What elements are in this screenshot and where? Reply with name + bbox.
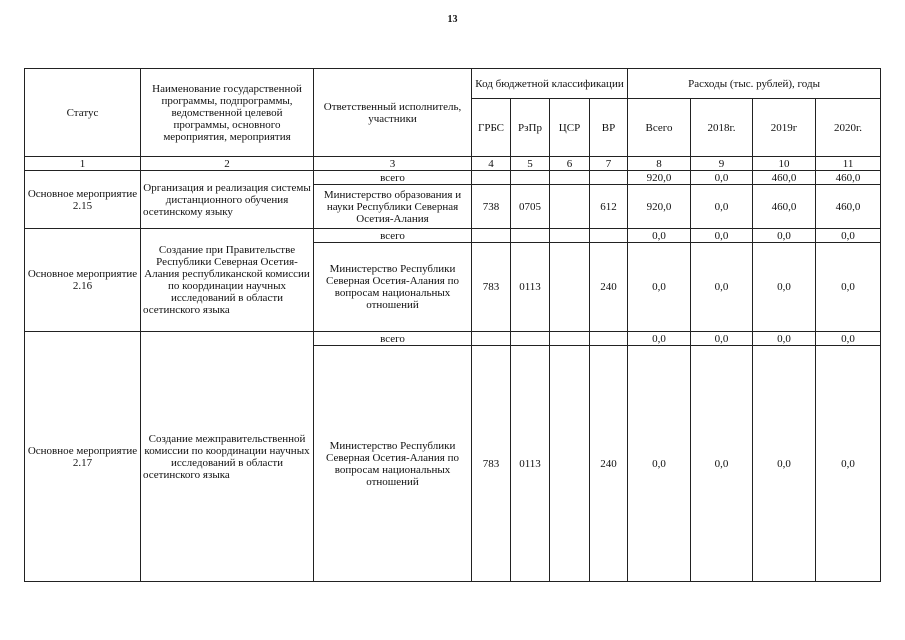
vr-cell — [590, 171, 628, 185]
total-cell: 0,0 — [628, 243, 691, 332]
executor-cell: Министерство образования и науки Республики Северная Осетия-Алания — [314, 185, 472, 229]
rzpr-cell — [511, 229, 550, 243]
executor-cell: Министерство Республики Северная Осетия-Алания по вопросам национальных отношений — [314, 346, 472, 582]
csr-cell — [550, 171, 590, 185]
column-number: 6 — [550, 157, 590, 171]
header-executor: Ответственный исполнитель, участники — [314, 69, 472, 157]
name-cell: Организация и реализация системы дистанционного обучения осетинскому языку — [141, 171, 314, 229]
rzpr-cell — [511, 171, 550, 185]
y2018-cell: 0,0 — [691, 229, 753, 243]
status-cell: Основное мероприятие 2.15 — [25, 171, 141, 229]
vr-cell — [590, 332, 628, 346]
vr-cell: 240 — [590, 346, 628, 582]
status-cell: Основное мероприятие 2.17 — [25, 332, 141, 582]
column-number: 9 — [691, 157, 753, 171]
total-cell: 0,0 — [628, 229, 691, 243]
grbs-cell — [472, 171, 511, 185]
column-number: 7 — [590, 157, 628, 171]
column-number: 3 — [314, 157, 472, 171]
column-numbers-row — [25, 157, 881, 171]
header-2018: 2018г. — [691, 99, 753, 157]
column-number: 10 — [753, 157, 816, 171]
column-number: 8 — [628, 157, 691, 171]
column-number: 11 — [816, 157, 881, 171]
grbs-cell — [472, 229, 511, 243]
rzpr-cell — [511, 332, 550, 346]
csr-cell — [550, 185, 590, 229]
page-number: 13 — [447, 14, 458, 25]
y2018-cell: 0,0 — [691, 346, 753, 582]
executor-cell: всего — [314, 332, 472, 346]
total-cell: 0,0 — [628, 332, 691, 346]
y2020-cell: 0,0 — [816, 229, 881, 243]
header-rzpr: РзПр — [511, 99, 550, 157]
y2019-cell: 0,0 — [753, 346, 816, 582]
total-cell: 920,0 — [628, 171, 691, 185]
vr-cell: 612 — [590, 185, 628, 229]
csr-cell — [550, 243, 590, 332]
csr-cell — [550, 346, 590, 582]
status-cell: Основное мероприятие 2.16 — [25, 229, 141, 332]
y2018-cell: 0,0 — [691, 332, 753, 346]
y2018-cell: 0,0 — [691, 185, 753, 229]
y2019-cell: 0,0 — [753, 243, 816, 332]
y2020-cell: 460,0 — [816, 171, 881, 185]
column-number: 1 — [25, 157, 141, 171]
table-row-total — [25, 332, 881, 346]
table-row-total — [25, 229, 881, 243]
y2020-cell: 0,0 — [816, 243, 881, 332]
header-csr: ЦСР — [550, 99, 590, 157]
executor-cell: Министерство Республики Северная Осетия-Алания по вопросам национальных отношений — [314, 243, 472, 332]
name-cell: Создание при Правительстве Республики Северная Осетия-Алания республиканской комиссии по координации научных исследований в области осетинского языка — [141, 229, 314, 332]
rzpr-cell: 0113 — [511, 346, 550, 582]
rzpr-cell: 0705 — [511, 185, 550, 229]
y2020-cell: 460,0 — [816, 185, 881, 229]
total-cell: 920,0 — [628, 185, 691, 229]
y2019-cell: 460,0 — [753, 171, 816, 185]
header-name: Наименование государственной программы, подпрограммы, ведомственной целевой программы, основного мероприятия, мероприятия — [141, 69, 314, 157]
header-expenses: Расходы (тыс. рублей), годы — [628, 69, 881, 99]
grbs-cell: 783 — [472, 243, 511, 332]
budget-table — [24, 68, 881, 582]
total-cell: 0,0 — [628, 346, 691, 582]
y2018-cell: 0,0 — [691, 243, 753, 332]
header-vr: ВР — [590, 99, 628, 157]
column-number: 5 — [511, 157, 550, 171]
csr-cell — [550, 332, 590, 346]
grbs-cell — [472, 332, 511, 346]
header-budget-code: Код бюджетной классификации — [472, 69, 628, 99]
y2019-cell: 460,0 — [753, 185, 816, 229]
header-grbs: ГРБС — [472, 99, 511, 157]
name-cell: Создание межправительственной комиссии по координации научных исследований в области осетинского языка — [141, 332, 314, 582]
header-2020: 2020г. — [816, 99, 881, 157]
executor-cell: всего — [314, 229, 472, 243]
header-2019: 2019г — [753, 99, 816, 157]
y2020-cell: 0,0 — [816, 332, 881, 346]
y2020-cell: 0,0 — [816, 346, 881, 582]
column-number: 4 — [472, 157, 511, 171]
column-number: 2 — [141, 157, 314, 171]
vr-cell: 240 — [590, 243, 628, 332]
table-row-total — [25, 171, 881, 185]
y2019-cell: 0,0 — [753, 229, 816, 243]
header-status: Статус — [25, 69, 141, 157]
header-total: Всего — [628, 99, 691, 157]
csr-cell — [550, 229, 590, 243]
executor-cell: всего — [314, 171, 472, 185]
grbs-cell: 783 — [472, 346, 511, 582]
grbs-cell: 738 — [472, 185, 511, 229]
rzpr-cell: 0113 — [511, 243, 550, 332]
y2018-cell: 0,0 — [691, 171, 753, 185]
y2019-cell: 0,0 — [753, 332, 816, 346]
vr-cell — [590, 229, 628, 243]
